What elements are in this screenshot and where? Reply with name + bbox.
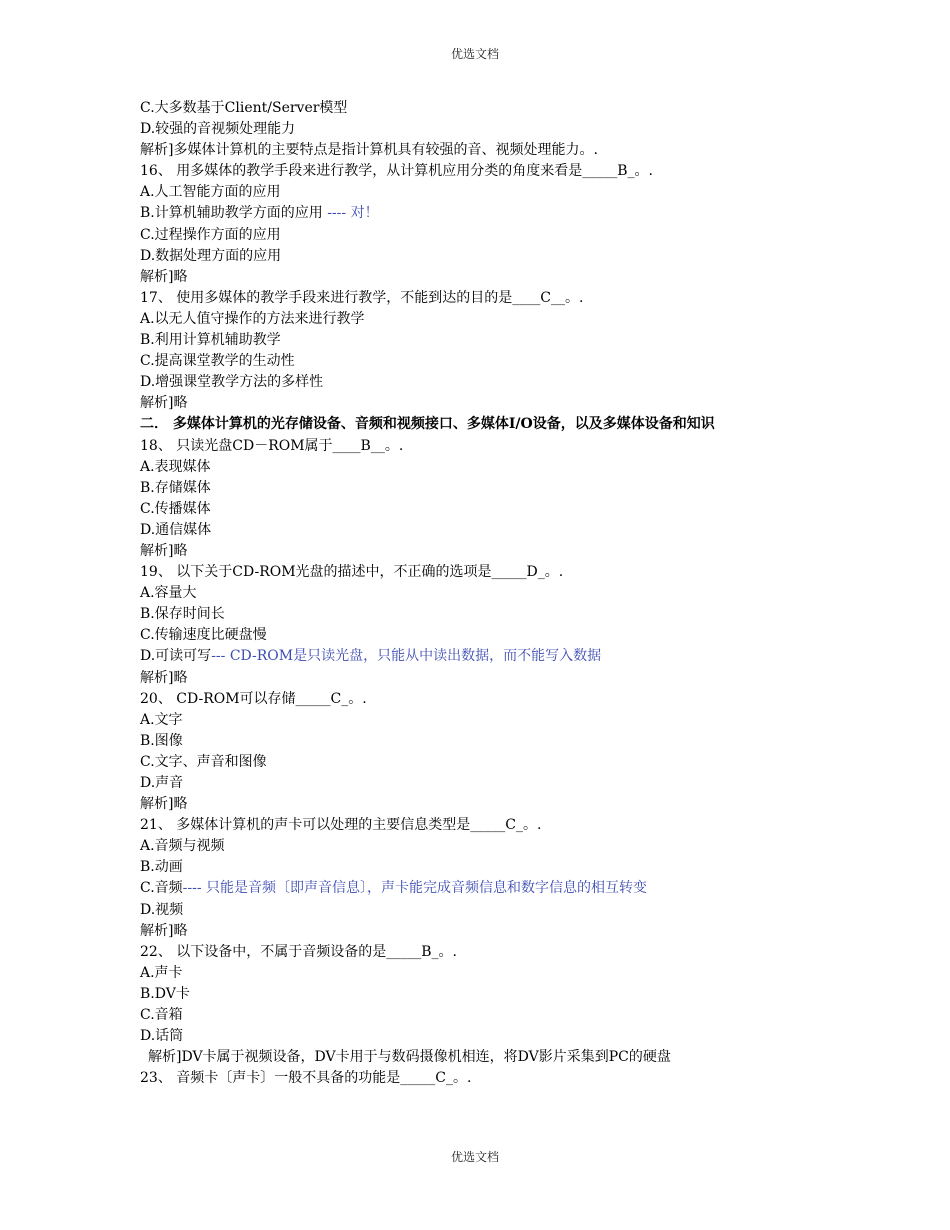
- text-line: [140, 436, 840, 457]
- line-text: A.表现媒体: [140, 458, 211, 475]
- line-text: 解析]多媒体计算机的主要特点是指计算机具有较强的音、视频处理能力。.: [140, 142, 598, 159]
- text-line: [140, 562, 840, 583]
- text-line: [140, 625, 840, 646]
- text-line: [140, 161, 840, 182]
- text-line: [140, 583, 840, 604]
- line-text: B.存储媒体: [140, 479, 211, 496]
- line-text: B.动画: [140, 859, 183, 876]
- text-line: [140, 815, 840, 836]
- section-heading: [140, 414, 840, 435]
- text-line: [140, 225, 840, 246]
- text-line: [140, 1005, 840, 1026]
- line-text: 解析]略: [140, 796, 188, 813]
- text-line: [140, 499, 840, 520]
- line-text: D.可读可写: [140, 648, 212, 665]
- text-line: [140, 1068, 840, 1089]
- line-text: B.利用计算机辅助教学: [140, 332, 281, 349]
- text-line: [140, 393, 840, 414]
- line-text: C.传输速度比硬盘慢: [140, 627, 267, 644]
- line-text: 二． 多媒体计算机的光存储设备、音频和视频接口、多媒体I/O设备，以及多媒体设备和知识: [140, 416, 715, 433]
- text-line: [140, 794, 840, 815]
- line-text: D.话筒: [140, 1028, 184, 1045]
- line-text: 解析]略: [140, 922, 188, 939]
- text-line: [140, 668, 840, 689]
- line-text: A.文字: [140, 711, 183, 728]
- answer-note: ---- 对！: [322, 205, 379, 222]
- text-line: [140, 689, 840, 710]
- line-text: 21、 多媒体计算机的声卡可以处理的主要信息类型是_____C_。.: [140, 817, 542, 834]
- line-text: D.视频: [140, 901, 184, 918]
- text-line: [140, 267, 840, 288]
- text-line: [140, 752, 840, 773]
- text-line: [140, 182, 840, 203]
- text-line: [140, 541, 840, 562]
- text-line: [140, 203, 840, 224]
- line-text: 20、 CD-ROM可以存储_____C_。.: [140, 690, 367, 707]
- text-line: [140, 1026, 840, 1047]
- text-line: [140, 330, 840, 351]
- text-line: [140, 457, 840, 478]
- text-line: [140, 478, 840, 499]
- line-text: D.较强的音视频处理能力: [140, 121, 296, 138]
- line-text: 解析]略: [140, 268, 188, 285]
- line-text: C.提高课堂教学的生动性: [140, 353, 295, 370]
- text-line: [140, 921, 840, 942]
- text-line: [140, 246, 840, 267]
- line-text: D.数据处理方面的应用: [140, 247, 282, 264]
- text-line: [140, 984, 840, 1005]
- line-text: C.传播媒体: [140, 500, 211, 517]
- line-text: D.声音: [140, 775, 184, 791]
- line-text: 解析]略: [140, 669, 188, 686]
- text-line: [140, 878, 840, 899]
- line-text: B.图像: [140, 732, 183, 749]
- answer-note: ---- 只能是音频〔即声音信息〕，声卡能完成音频信息和数字信息的相互转变: [182, 880, 648, 897]
- text-line: [140, 731, 840, 752]
- line-text: C.音频: [140, 880, 183, 897]
- line-text: D.通信媒体: [140, 521, 212, 538]
- text-line: [140, 98, 840, 119]
- line-text: B.DV卡: [140, 985, 190, 1002]
- text-line: [140, 857, 840, 878]
- line-text: 解析]略: [140, 395, 188, 412]
- line-text: A.声卡: [140, 964, 183, 981]
- page-header: 优选文档: [450, 47, 499, 61]
- text-line: [140, 1047, 840, 1068]
- line-text: C.文字、声音和图像: [140, 753, 267, 770]
- text-line: [140, 372, 840, 393]
- line-text: C.大多数基于Client/Server模型: [140, 100, 348, 116]
- line-text: 23、 音频卡〔声卡〕一般不具备的功能是_____C_。.: [140, 1070, 472, 1087]
- text-line: [140, 119, 840, 140]
- text-line: [140, 520, 840, 541]
- text-line: [140, 773, 840, 794]
- line-text: 16、 用多媒体的教学手段来进行教学，从计算机应用分类的角度来看是_____B_。.: [140, 163, 654, 180]
- text-line: [140, 140, 840, 161]
- text-line: [140, 900, 840, 921]
- line-text: 22、 以下设备中，不属于音频设备的是_____B_。.: [140, 943, 458, 960]
- text-line: [140, 288, 840, 309]
- line-text: A.人工智能方面的应用: [140, 184, 281, 201]
- line-text: B.保存时间长: [140, 606, 225, 623]
- line-text: 19、 以下关于CD-ROM光盘的描述中，不正确的选项是_____D_。.: [140, 564, 564, 581]
- text-line: [140, 309, 840, 330]
- text-line: [140, 710, 840, 731]
- text-line: [140, 351, 840, 372]
- line-text: C.音箱: [140, 1007, 183, 1024]
- document-body: [140, 98, 840, 1089]
- text-line: [140, 963, 840, 984]
- answer-note: --- CD-ROM是只读光盘，只能从中读出数据，而不能写入数据: [211, 648, 602, 665]
- line-text: A.以无人值守操作的方法来进行教学: [140, 310, 365, 327]
- line-text: 解析]略: [140, 542, 188, 559]
- text-line: [140, 942, 840, 963]
- line-text: C.过程操作方面的应用: [140, 226, 281, 243]
- line-text: A.音频与视频: [140, 838, 225, 855]
- line-text: B.计算机辅助教学方面的应用: [140, 205, 323, 222]
- page-footer: 优选文档: [450, 1150, 499, 1164]
- text-line: [140, 646, 840, 667]
- line-text: A.容量大: [140, 585, 197, 602]
- line-text: D.增强课堂教学方法的多样性: [140, 374, 324, 391]
- line-text: 17、 使用多媒体的教学手段来进行教学，不能到达的目的是____C__。.: [140, 289, 584, 306]
- line-text: 18、 只读光盘CD－ROM属于____B__。.: [140, 437, 404, 454]
- line-text: 解析]DV卡属于视频设备，DV卡用于与数码摄像机相连，将DV影片采集到PC的硬盘: [148, 1049, 671, 1066]
- text-line: [140, 604, 840, 625]
- text-line: [140, 836, 840, 857]
